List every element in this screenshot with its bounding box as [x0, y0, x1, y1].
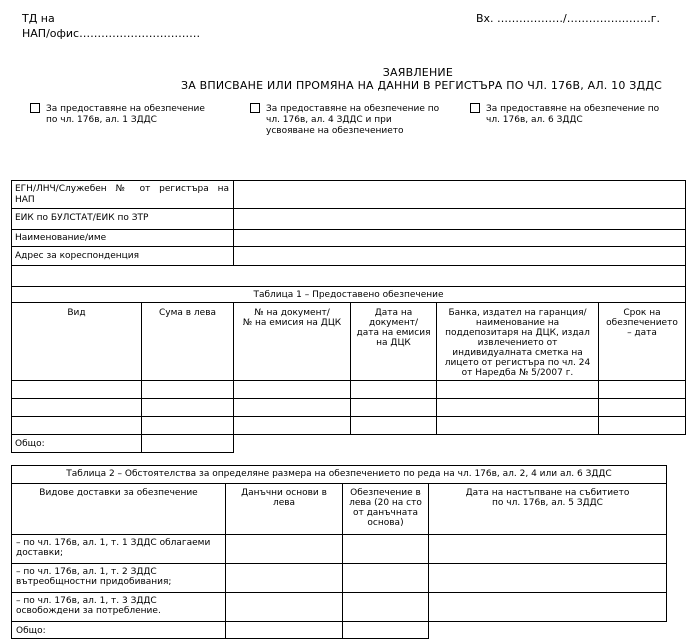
eik-value-field[interactable] [234, 209, 685, 229]
egn-label-cont: НАП [15, 195, 35, 205]
table2-row-label: – по чл. 176в, ал. 1, т. 3 ЗДДС освобождени за потребление. [16, 596, 161, 616]
option-2: За предоставяне на обезпечение по чл. 176в, ал. 4 ЗДДС и при усвояване на обезпечението [266, 104, 440, 136]
table1-row[interactable] [12, 417, 685, 434]
table2-row-label: – по чл. 176в, ал. 1, т. 2 ЗДДС вътреобщностни придобивания; [16, 567, 172, 587]
name-label: Наименование/име [15, 233, 107, 243]
eik-label: ЕИК по БУЛСТАТ/ЕИК по ЗТР [15, 213, 149, 223]
table2-header-tax-base: Данъчни основи в лева [241, 488, 327, 508]
table1-header-date: Дата на документ/ дата на емисия на ДЦК [356, 308, 431, 348]
table2-row-fields[interactable] [226, 593, 666, 621]
nap-office-label: НАП/офис…………………………… [22, 27, 201, 40]
table1-title: Таблица 1 – Предоставено обезпечение [253, 290, 444, 300]
table2-header-deliveries: Видове доставки за обезпечение [39, 488, 198, 498]
table2-total-label: Общо: [16, 626, 46, 636]
form-title: ЗАЯВЛЕНИЕ [382, 66, 453, 79]
table2-header-event-date: Дата на настъпване на събитието по чл. 176в, ал. 5 ЗДДС [465, 488, 630, 508]
table1-header-term: Срок на обезпечението – дата [606, 308, 678, 338]
option-3-checkbox[interactable] [470, 103, 480, 113]
option-1: За предоставяне на обезпечение по чл. 176в, ал. 1 ЗДДС [46, 104, 205, 125]
address-value-field[interactable] [234, 247, 685, 265]
table1-header-bank: Банка, издател на гаранция/ наименование на поддепозитаря на ДЦК, издал извлечението от индивидуалната сметка на лицето от регистъра по чл. 24 от Наредба № 5/2007 г. [444, 308, 591, 378]
table1-header-kind: Вид [67, 308, 86, 318]
name-value-field[interactable] [234, 230, 685, 246]
table2-header-security: Обезпечение в лева (20 на сто от данъчната основа) [349, 488, 422, 528]
form-subtitle: ЗА ВПИСВАНЕ ИЛИ ПРОМЯНА НА ДАННИ В РЕГИСТЪРА ПО ЧЛ. 176В, АЛ. 10 ЗДДС [180, 79, 662, 92]
table2-row-fields[interactable] [226, 535, 666, 563]
table1-row[interactable] [12, 381, 685, 398]
address-label: Адрес за кореспонденция [15, 251, 140, 261]
egn-label: ЕГН/ЛНЧ/Служебен № от регистъра на [15, 184, 229, 194]
table1-total-amount-field[interactable] [142, 435, 233, 452]
table1-row[interactable] [12, 399, 685, 416]
option-2-checkbox[interactable] [250, 103, 260, 113]
option-3: За предоставяне на обезпечение по чл. 176в, ал. 6 ЗДДС [486, 104, 660, 125]
table2-row-fields[interactable] [226, 564, 666, 592]
table1-header-doc: № на документ/ № на емисия на ДЦК [242, 308, 342, 328]
table2-total-fields[interactable] [226, 622, 428, 638]
table1-total-label: Общо: [15, 439, 45, 449]
table2-row-label: – по чл. 176в, ал. 1, т. 1 ЗДДС облагаеми доставки; [16, 538, 211, 558]
td-label: ТД на [22, 12, 55, 25]
table1-header-amount: Сума в лева [158, 308, 217, 318]
egn-value-field[interactable] [234, 181, 685, 208]
option-1-checkbox[interactable] [30, 103, 40, 113]
table2-title: Таблица 2 – Обстоятелства за определяне размера на обезпечението по реда на чл. 176в, ал. 2, 4 или ал. 6 ЗДДС [66, 469, 612, 479]
incoming-number: Вх. ………………/…………….…….г. [476, 12, 661, 25]
